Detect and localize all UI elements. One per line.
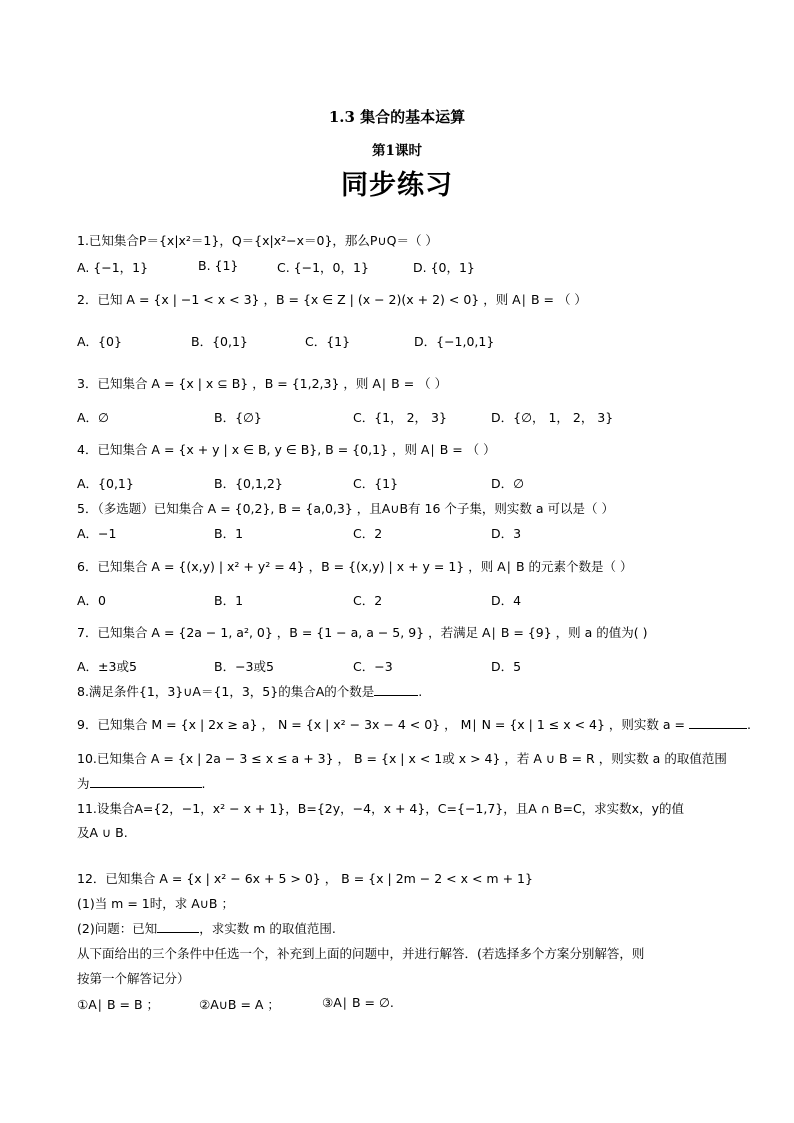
question-1-option-c: C. {−1，0，1} (277, 260, 369, 275)
question-5-option-c: C．2 (353, 526, 383, 541)
question-9-stem: 9．已知集合 M = {x | 2x ≥ a} ， N = {x | x² − 3x − 4 < 0} ， M∣ N = {x | 1 ≤ x < 4} ，则实数 a = (77, 717, 686, 732)
question-7-option-c: C．−3 (353, 659, 393, 674)
answer-blank[interactable] (90, 775, 202, 788)
question-6-option-d: D．4 (491, 593, 522, 608)
question-12-instruction-1: 从下面给出的三个条件中任选一个，补充到上面的问题中，并进行解答．(若选择多个方案分别解答，则 (77, 946, 645, 961)
question-6-option-a: A．0 (77, 593, 107, 608)
question-1-option-b: B. {1} (198, 258, 239, 273)
question-5-option-d: D．3 (491, 526, 522, 541)
question-3-option-b: B．{∅} (214, 410, 262, 425)
lesson-label: 第1课时 (372, 143, 422, 159)
question-10-line-2 (77, 774, 206, 792)
condition-2: ②A∪B = A ； (199, 997, 280, 1012)
worksheet-subtitle: 同步练习 (341, 170, 453, 201)
question-4-option-d: D．∅ (491, 476, 525, 491)
question-3-stem: 3．已知集合 A = {x | x ⊆ B} ，B = {1,2,3} ，则 A∣ B = （ ） (77, 376, 448, 391)
question-3-option-c: C．{1， 2， 3} (353, 410, 447, 425)
question-7-stem: 7．已知集合 A = {2a − 1, a², 0} ，B = {1 − a, a − 5, 9} ，若满足 A∣ B = {9} ，则 a 的值为( ) (77, 625, 648, 640)
question-5-stem: 5．（多选题）已知集合 A = {0,2}, B = {a,0,3} ，且A∪B有 16 个子集，则实数 a 可以是（ ） (77, 501, 614, 516)
question-11-line-1: 11.设集合A={2，−1，x² − x + 1}，B={2y，−4，x + 4}，C={−1,7}，且A ∩ B=C，求实数x，y的值 (77, 801, 684, 816)
question-8-end: . (418, 684, 423, 699)
question-2-stem: 2．已知 A = {x | −1 < x < 3} ，B = {x ∈ Z | (x − 2)(x + 2) < 0} ，则 A∣ B = （ ） (77, 292, 587, 307)
question-2-option-b: B．{0,1} (191, 334, 248, 349)
question-1-option-a: A. {−1，1} (77, 260, 149, 275)
question-12-part-2 (77, 919, 336, 937)
question-10-line-1: 10.已知集合 A = {x | 2a − 3 ≤ x ≤ a + 3} ， B = {x | x < 1或 x > 4} ，若 A ∪ B = R ，则实数 a 的取值范围 (77, 751, 727, 766)
question-8 (77, 682, 422, 700)
question-3-option-a: A．∅ (77, 410, 109, 425)
question-6-option-c: C．2 (353, 593, 383, 608)
question-4-stem: 4．已知集合 A = {x + y | x ∈ B, y ∈ B}, B = {0,1} ，则 A∣ B = （ ） (77, 442, 496, 457)
question-7-option-b: B．−3或5 (214, 659, 274, 674)
question-5-option-b: B．1 (214, 526, 244, 541)
condition-3: ③A∣ B = ∅. (322, 995, 394, 1010)
condition-1: ①A∣ B = B ； (77, 997, 160, 1012)
answer-blank[interactable] (689, 716, 747, 729)
question-12-instruction-2: 按第一个解答记分） (77, 971, 190, 986)
question-6-stem: 6．已知集合 A = {(x,y) | x² + y² = 4} ，B = {(x,y) | x + y = 1} ，则 A∣ B 的元素个数是（ ） (77, 559, 633, 574)
question-5-option-a: A．−1 (77, 526, 117, 541)
question-7-option-d: D．5 (491, 659, 522, 674)
question-9-end: . (747, 717, 751, 732)
answer-blank[interactable] (157, 920, 199, 933)
question-4-option-a: A．{0,1} (77, 476, 134, 491)
question-2-option-d: D．{−1,0,1} (414, 334, 495, 349)
question-12-part-1: (1)当 m = 1时，求 A∪B ； (77, 896, 234, 911)
question-10-prefix: 为 (77, 776, 90, 791)
question-11-line-2: 及A ∪ B. (77, 825, 128, 840)
question-12-part-2-prefix: (2)问题：已知 (77, 921, 158, 936)
question-9 (77, 715, 751, 733)
question-3-option-d: D．{∅， 1， 2， 3} (491, 410, 614, 425)
answer-blank[interactable] (374, 683, 418, 696)
question-4-option-b: B．{0,1,2} (214, 476, 283, 491)
section-title: 1.3 集合的基本运算 (328, 108, 466, 126)
question-6-option-b: B．1 (214, 593, 244, 608)
question-4-option-c: C．{1} (353, 476, 399, 491)
question-2-option-a: A．{0} (77, 334, 122, 349)
question-12-part-2-suffix: ，求实数 m 的取值范围. (199, 921, 336, 936)
question-12-line-1: 12．已知集合 A = {x | x² − 6x + 5 > 0} ， B = {x | 2m − 2 < x < m + 1} (77, 871, 533, 886)
question-10-end: . (201, 776, 206, 791)
question-2-option-c: C．{1} (305, 334, 351, 349)
question-1-option-d: D. {0，1} (413, 260, 475, 275)
question-8-stem: 8.满足条件{1，3}∪A＝{1，3，5}的集合A的个数是 (77, 684, 375, 699)
question-7-option-a: A．±3或5 (77, 659, 137, 674)
question-1-stem: 1.已知集合P＝{x|x²＝1}，Q＝{x|x²−x＝0}，那么P∪Q＝（ ） (77, 233, 438, 248)
